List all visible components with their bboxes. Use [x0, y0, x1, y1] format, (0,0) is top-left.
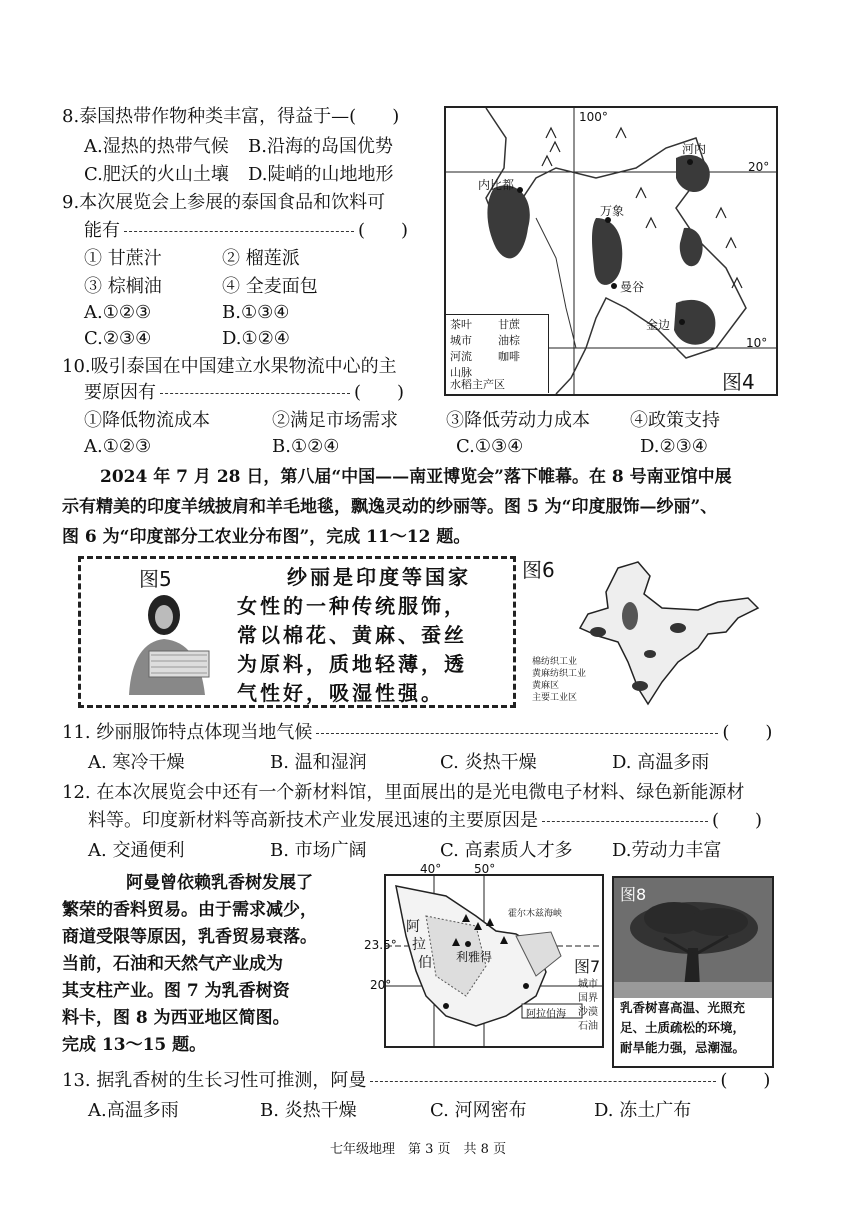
q10-item-2: ②满足市场需求	[272, 410, 398, 431]
q12-answer-paren: ( )	[712, 810, 763, 831]
q12-option-b: B. 市场广阔	[270, 840, 367, 861]
q9-option-a: A.①②③	[84, 302, 152, 323]
legend-mountain: 山脉	[450, 366, 472, 379]
leader-dashes	[316, 733, 718, 734]
q10-option-d: D.②③④	[640, 436, 708, 457]
q10-stem-text: 要原因有	[84, 382, 156, 403]
leader-dashes	[160, 393, 350, 394]
legend-tea: 茶叶	[450, 318, 472, 331]
fig8-caption-line: 耐旱能力强，忌潮湿。	[620, 1040, 746, 1055]
q11-stem	[62, 720, 772, 746]
q12-option-c: C. 高素质人才多	[440, 840, 573, 861]
legend-desert: 沙漠	[578, 1007, 598, 1018]
fig8-title: 图8	[620, 885, 647, 904]
intro-13-15-line: 商道受限等原因，乳香贸易衰落。	[62, 927, 317, 947]
fig7-lat-20: 20°	[370, 978, 392, 992]
intro-13-15	[62, 870, 317, 1059]
legend-cotton-textile: 棉纺织工业	[532, 657, 578, 667]
q8-option-a: A.湿热的热带气候	[84, 136, 229, 157]
q10-option-a: A.①②③	[84, 436, 152, 457]
q9-answer-paren: ( )	[358, 220, 409, 241]
fig8-caption-line: 乳香树喜高温、光照充	[620, 1000, 746, 1015]
leader-dashes	[124, 231, 354, 232]
q13-stem-text: 13. 据乳香树的生长习性可推测，阿曼	[62, 1070, 367, 1091]
q13-option-a: A.高温多雨	[88, 1100, 179, 1121]
q12-option-d: D.劳动力丰富	[612, 840, 722, 861]
q13-option-c: C. 河网密布	[430, 1100, 527, 1121]
legend-jute-textile: 黄麻纺织工业	[532, 669, 587, 679]
legend-oil: 石油	[578, 1021, 598, 1032]
fig7-arabian-sea: 阿拉伯海	[526, 1009, 566, 1020]
figure-7-map	[364, 862, 604, 1048]
sari-woman-photo	[109, 589, 229, 695]
q10-option-b: B.①②④	[272, 436, 340, 457]
legend-sugarcane: 甘蔗	[498, 318, 520, 331]
q8-option-c: C.肥沃的火山土壤	[84, 164, 229, 185]
figure-8-photo-card	[612, 876, 774, 1068]
fig7-lon-40: 40°	[420, 862, 442, 876]
fig5-line: 气性好，吸湿性强。	[237, 681, 444, 705]
fig4-lat-20-label: 20°	[748, 160, 770, 174]
fig5-line: 纱丽是印度等国家	[287, 565, 471, 589]
q12-stem-text: 料等。印度新材料等高新技术产业发展迅速的主要原因是	[88, 810, 538, 831]
intro-13-15-line: 阿曼曾依赖乳香树发展了	[126, 873, 313, 893]
q11-option-d: D. 高温多雨	[612, 752, 710, 773]
legend-city: 城市	[450, 334, 472, 347]
q11-option-c: C. 炎热干燥	[440, 752, 537, 773]
intro-13-15-line: 当前，石油和天然气产业成为	[62, 954, 283, 974]
city-dot	[611, 283, 617, 289]
q13-option-d: D. 冻土广布	[594, 1100, 692, 1121]
fig5-text	[237, 563, 471, 708]
fig7-arabia-2: 拉	[412, 937, 426, 953]
fig4-city-phnompenh: 金边	[646, 318, 671, 332]
figure-5-card	[78, 556, 516, 708]
legend-city: 城市	[578, 979, 598, 990]
fig7-hormuz: 霍尔木兹海峡	[508, 909, 563, 919]
fig7-lat-235: 23.5°	[364, 938, 397, 952]
q9-item-4: ④ 全麦面包	[222, 276, 318, 297]
q9-stem-text: 能有	[84, 220, 120, 241]
intro-13-15-line: 料卡，图 8 为西亚地区简图。	[62, 1008, 290, 1028]
fig4-lon-label: 100°	[579, 110, 608, 124]
india-outline	[558, 558, 768, 706]
city-dot	[687, 159, 693, 165]
fig5-line: 常以棉花、黄麻、蚕丝	[237, 623, 467, 647]
q8-option-d: D.陡峭的山地地形	[248, 164, 394, 185]
fig8-caption-line: 足、土质疏松的环境，	[620, 1020, 746, 1035]
q13-answer-paren: ( )	[720, 1070, 771, 1091]
fig7-title: 图7	[574, 957, 601, 976]
q9-option-c: C.②③④	[84, 328, 152, 349]
q13-option-b: B. 炎热干燥	[260, 1100, 357, 1121]
q10-option-c: C.①③④	[456, 436, 524, 457]
q11-answer-paren: ( )	[722, 722, 773, 743]
leader-dashes	[542, 821, 708, 822]
q9-option-d: D.①②④	[222, 328, 290, 349]
fig4-city-hanoi: 河内	[682, 142, 707, 156]
q11-stem-text: 11. 纱丽服饰特点体现当地气候	[62, 722, 313, 743]
figure-4-map	[444, 106, 778, 396]
q9-item-2: ② 榴莲派	[222, 248, 300, 269]
q9-stem-line2	[84, 218, 408, 244]
q10-item-3: ③降低劳动力成本	[446, 410, 590, 431]
fig4-city-naypyidaw: 内比都	[478, 178, 515, 192]
fig4-legend	[446, 314, 549, 393]
city-dot	[517, 187, 523, 193]
intro-13-15-line: 完成 13～15 题。	[62, 1035, 207, 1055]
legend-jute-area: 黄麻区	[532, 681, 560, 691]
intro-11-12-line3: 图 6 为“印度部分工农业分布图”，完成 11～12 题。	[62, 527, 471, 547]
fig4-lat-10-label: 10°	[746, 336, 768, 350]
fig7-legend	[578, 978, 598, 1034]
q8-option-b: B.沿海的岛国优势	[248, 136, 393, 157]
q12-stem-line1: 12. 在本次展览会中还有一个新材料馆，里面展出的是光电微电子材料、绿色新能源材	[62, 782, 745, 803]
fig4-city-bangkok: 曼谷	[620, 280, 645, 294]
fig6-legend	[532, 656, 586, 704]
q9-stem-line1: 9.本次展览会上参展的泰国食品和饮料可	[62, 192, 386, 213]
legend-rice-area: 水稻主产区	[450, 378, 505, 391]
legend-industrial-area: 主要工业区	[532, 693, 578, 703]
fig5-line: 女性的一种传统服饰，	[237, 594, 467, 618]
intro-11-12-line2: 示有精美的印度羊绒披肩和羊毛地毯，飘逸灵动的纱丽等。图 5 为“印度服饰—纱丽”、	[62, 497, 718, 517]
q10-item-1: ①降低物流成本	[84, 410, 210, 431]
q13-stem	[62, 1068, 770, 1094]
q11-option-a: A. 寒冷干燥	[88, 752, 185, 773]
fig4-city-vientiane: 万象	[600, 204, 625, 218]
fig4-title: 图4	[722, 370, 755, 394]
q12-option-a: A. 交通便利	[88, 840, 185, 861]
legend-oilpalm: 油棕	[498, 334, 520, 347]
page-footer: 七年级地理 第 3 页 共 8 页	[330, 1142, 507, 1157]
fig8-caption	[614, 998, 772, 1066]
leader-dashes	[370, 1081, 716, 1082]
q11-option-b: B. 温和湿润	[270, 752, 367, 773]
fig6-title: 图6	[522, 558, 555, 582]
q9-item-1: ① 甘蔗汁	[84, 248, 162, 269]
q12-stem-line2	[88, 808, 762, 834]
intro-13-15-line: 繁荣的香料贸易。由于需求减少，	[62, 900, 317, 920]
legend-border: 国界	[578, 993, 598, 1004]
legend-coffee: 咖啡	[498, 350, 520, 363]
city-dot	[679, 319, 685, 325]
q10-item-4: ④政策支持	[630, 410, 720, 431]
fig7-riyadh: 利雅得	[456, 950, 493, 964]
q10-answer-paren: ( )	[354, 382, 405, 403]
q10-stem-line1: 10.吸引泰国在中国建立水果物流中心的主	[62, 356, 397, 377]
intro-11-12-line1: 2024 年 7 月 28 日，第八届“中国——南亚博览会”落下帷幕。在 8 号南亚馆中展	[100, 467, 732, 487]
figure-6-map	[518, 552, 768, 706]
fig7-arabia-1: 阿	[406, 919, 420, 935]
q8-stem: 8.泰国热带作物种类丰富，得益于—( )	[62, 106, 400, 127]
q10-stem-line2	[84, 380, 404, 406]
legend-river: 河流	[450, 350, 472, 363]
fig5-line: 为原料，质地轻薄，透	[237, 652, 467, 676]
fig7-arabia-3: 伯	[418, 955, 432, 971]
q9-option-b: B.①③④	[222, 302, 290, 323]
fig7-lon-50: 50°	[474, 862, 496, 876]
intro-13-15-line: 其支柱产业。图 7 为乳香树资	[62, 981, 290, 1001]
fig5-title: 图5	[139, 567, 172, 591]
q9-item-3: ③ 棕榈油	[84, 276, 162, 297]
